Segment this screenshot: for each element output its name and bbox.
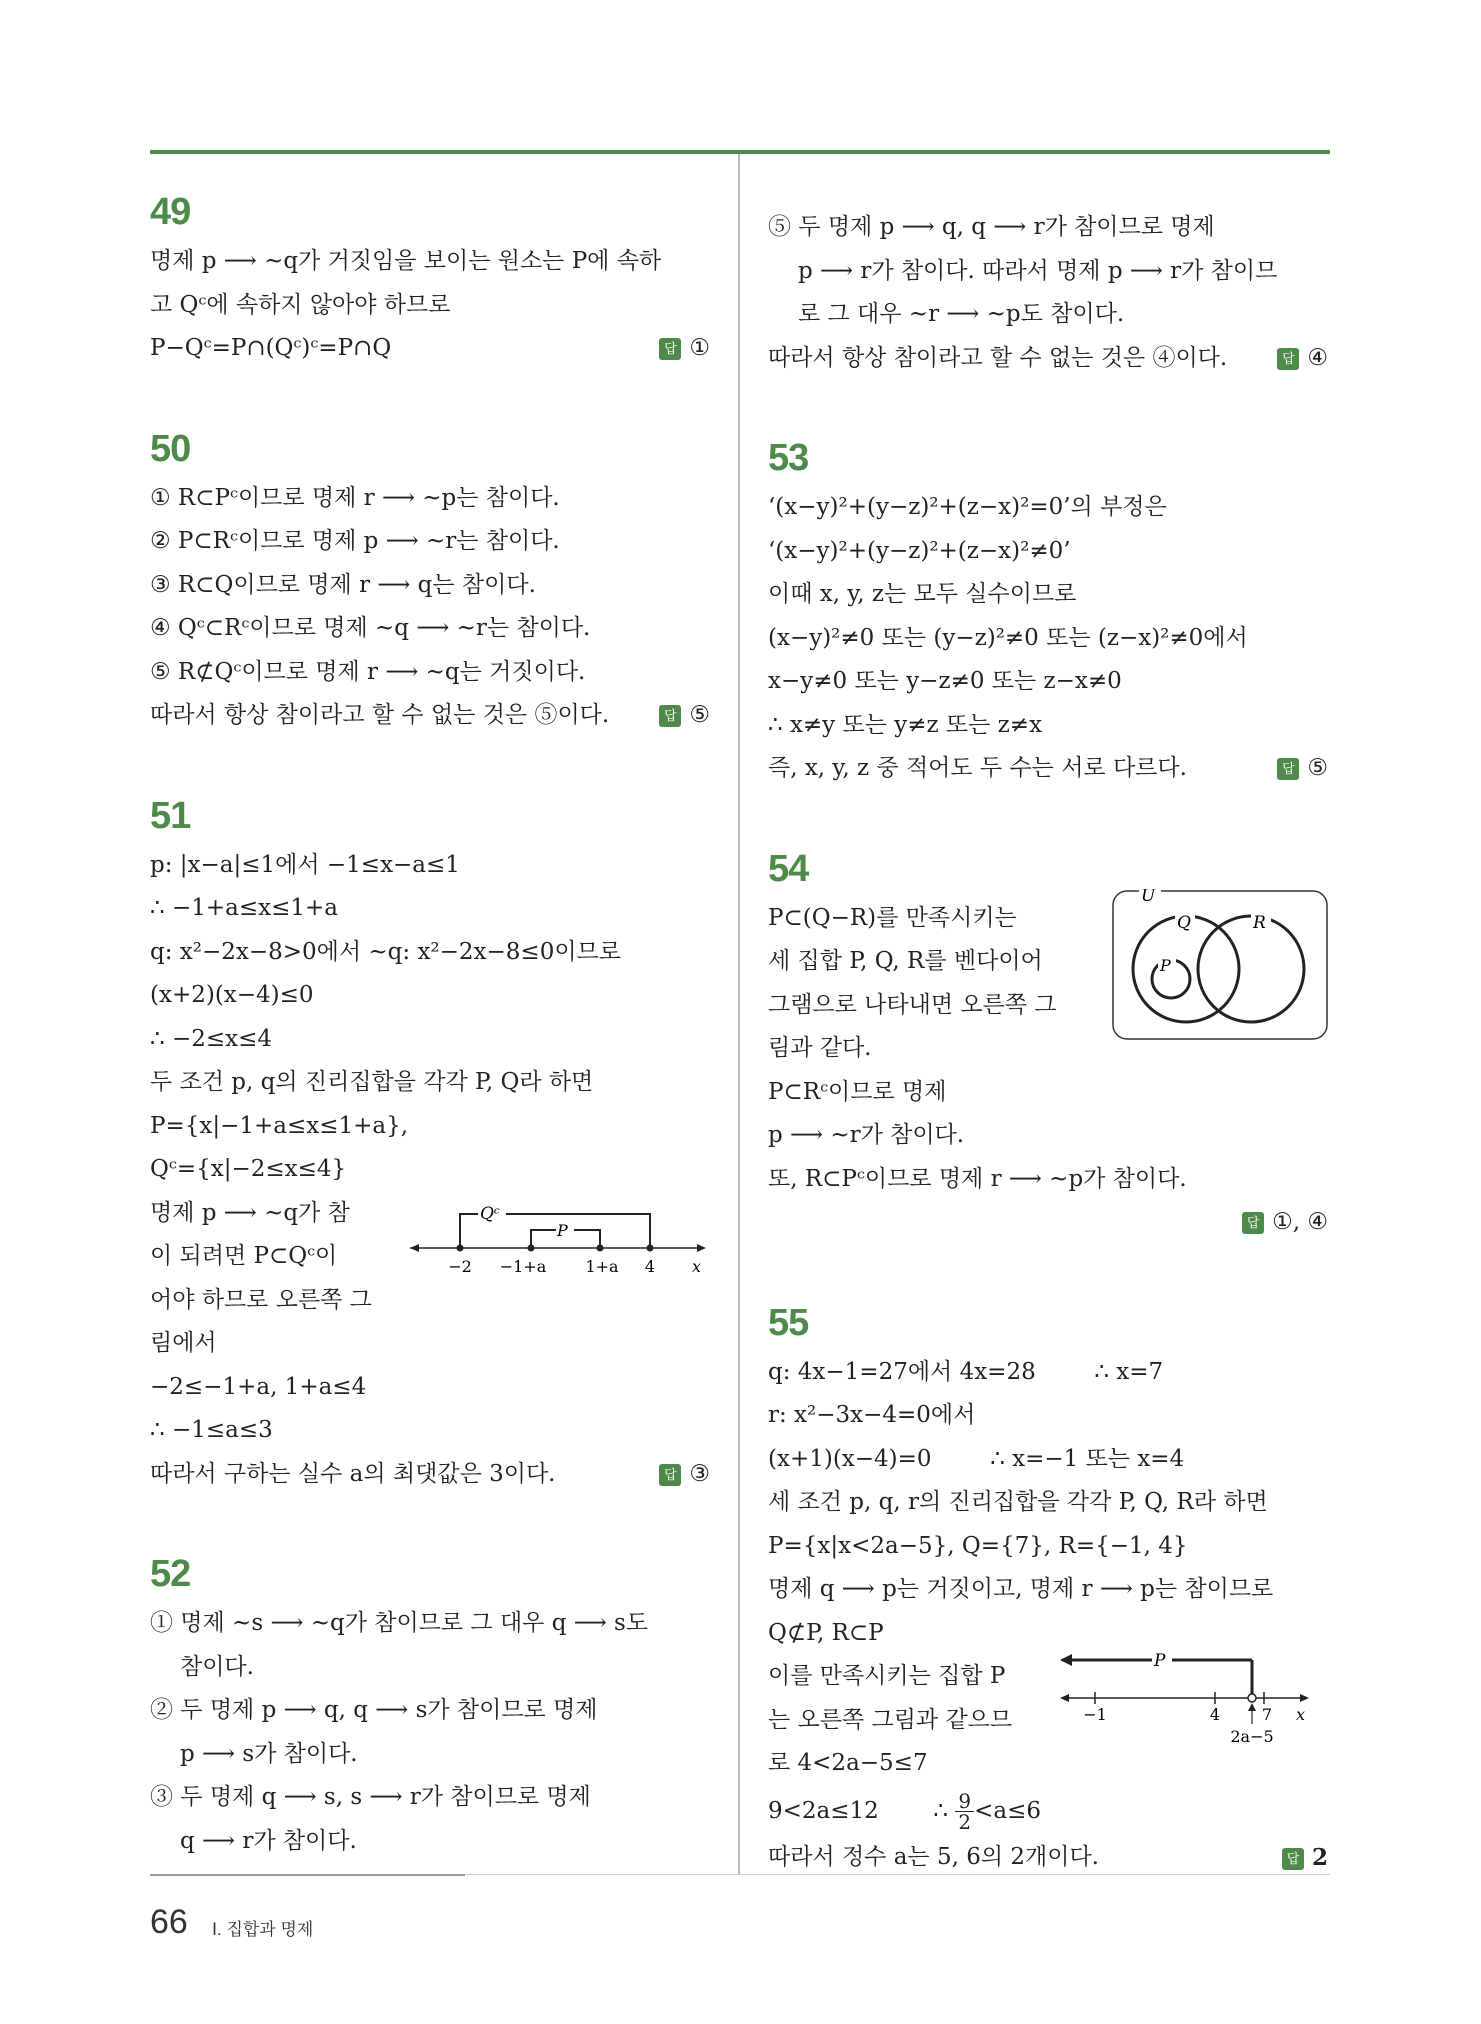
axis-label: x [1296,1704,1306,1724]
solution-line: P⊂(Q−R)를 만족시키는 [768,904,1017,931]
answer-value: ⑤ [689,702,710,728]
solution-line: ② 두 명제 p ⟶ q, q ⟶ s가 참이므로 명제 [150,1697,598,1723]
solution-line: (x−y)²≠0 또는 (y−z)²≠0 또는 (z−x)²≠0에서 [768,624,1248,651]
tick-label: 4 [644,1256,656,1276]
solution-line: ① 명제 ~s ⟶ ~q가 참이므로 그 대우 q ⟶ s도 [150,1610,649,1636]
solution-line: r: x²−3x−4=0에서 [768,1402,976,1428]
solution-line: ‘(x−y)²+(y−z)²+(z−x)²=0’의 부정은 [768,494,1167,520]
solution-line: q: x²−2x−8>0에서 ~q: x²−2x−8≤0이므로 [150,938,621,965]
solution-text: 즉, x, y, z 중 적어도 두 수는 서로 다르다. [768,755,1187,781]
solution-line: 이를 만족시키는 집합 P [768,1663,1006,1689]
solution-line [768,1351,1328,1395]
left-column [150,190,710,1863]
solution-line: ④ Qᶜ⊂Rᶜ이므로 명제 ~q ⟶ ~r는 참이다. [150,615,591,641]
solution-line: 고 Qᶜ에 속하지 않아야 하므로 [150,291,451,318]
solution-text: 따라서 정수 a는 5, 6의 2개이다. [768,1843,1099,1870]
venn-diagram [1111,889,1331,1044]
solution-line: 또, R⊂Pᶜ이므로 명제 r ⟶ ~p가 참이다. [768,1165,1187,1192]
answer-value: ④ [1307,344,1328,371]
solution-line: 림과 같다. [768,1035,872,1061]
solution-line-with-answer [768,337,1328,381]
answer [1282,1836,1328,1881]
problem-number: 54 [768,847,809,890]
solution-line: 세 조건 p, q, r의 진리집합을 각각 P, Q, R라 하면 [768,1489,1268,1515]
answer-mark: 답 [659,338,681,360]
answer-value: 2 [1311,1843,1328,1871]
solution-line: 명제 p ⟶ ~q가 참 [150,1199,350,1226]
label-q: Q [1177,912,1191,933]
problem-number: 51 [150,794,191,837]
solution-text: 9<2a≤12 [768,1797,879,1824]
solution-text: <a≤6 [974,1797,1041,1824]
solution-line: x−y≠0 또는 y−z≠0 또는 z−x≠0 [768,668,1122,694]
solution-text: ∴ x=−1 또는 x=4 [990,1445,1185,1472]
tick-label: −2 [448,1256,472,1276]
solution-text: 따라서 구하는 실수 a의 최댓값은 3이다. [150,1460,556,1487]
problem-50 [150,427,710,738]
solution-line: (x+2)(x−4)≤0 [150,982,314,1008]
label-u: U [1141,888,1156,906]
problem-number: 53 [768,437,809,479]
problem-51 [150,794,710,1497]
solution-line: 어야 하므로 오른쪽 그 [150,1286,372,1313]
answer-mark: 답 [1282,1848,1304,1870]
solution-line: 명제 q ⟶ p는 거짓이고, 명제 r ⟶ p는 참이므로 [768,1576,1274,1602]
solution-line: 이 되려면 P⊂Qᶜ이 [150,1243,338,1269]
problem-52-continued [768,206,1328,380]
solution-line: ⑤ 두 명제 p ⟶ q, q ⟶ r가 참이므로 명제 [768,214,1215,240]
solution-line: 이때 x, y, z는 모두 실수이므로 [768,581,1077,607]
tick-label: 7 [1261,1704,1273,1724]
tick-label: 1+a [585,1256,619,1276]
answer-mark: 답 [1277,758,1299,780]
answer-value: ⑤ [1307,755,1328,781]
problem-53 [768,436,1328,791]
problem-55 [768,1301,1328,1880]
axis-label: x [692,1256,702,1276]
solution-line: ‘(x−y)²+(y−z)²+(z−x)²≠0’ [768,537,1071,564]
solution-text: (x+1)(x−4)=0 [768,1445,932,1472]
right-column [768,206,1328,1880]
denominator: 2 [958,1810,972,1834]
problem-52 [150,1552,710,1863]
top-rule [150,150,1330,154]
answer-mark: 답 [1242,1212,1264,1234]
column-divider [738,154,740,1874]
solution-line: ③ 두 명제 q ⟶ s, s ⟶ r가 참이므로 명제 [150,1784,591,1810]
answer [1277,337,1328,381]
answer-value: ①, ④ [1272,1209,1328,1235]
solution-line-with-answer [150,694,710,738]
label-p: P [1160,955,1171,975]
solution-line: 세 집합 P, Q, R를 벤다이어 [768,948,1043,974]
solution-line: Qᶜ={x|−2≤x≤4} [150,1156,347,1182]
solution-line: 로 그 대우 ~r ⟶ ~p도 참이다. [798,301,1125,327]
solution-line: 는 오른쪽 그림과 같으므 [768,1706,1013,1733]
problem-49 [150,190,710,371]
label-p: P [557,1220,568,1240]
label-r: R [1253,912,1266,933]
solution-line: 두 조건 p, q의 진리집합을 각각 P, Q라 하면 [150,1069,594,1095]
tick-label: −1 [1083,1704,1107,1724]
solution-line: P={x|x<2a−5}, Q={7}, R={−1, 4} [768,1532,1188,1559]
solution-line: ∴ x≠y 또는 y≠z 또는 z≠x [768,711,1043,738]
solution-line: −2≤−1+a, 1+a≤4 [150,1373,367,1400]
solution-line: q ⟶ r가 참이다. [180,1827,357,1854]
solution-text: 따라서 항상 참이라고 할 수 없는 것은 ④이다. [768,344,1228,371]
answer-mark: 답 [659,1464,681,1486]
answer-mark: 답 [659,705,681,727]
page-number: 66 [150,1903,188,1941]
solution-line: ∴ −1≤a≤3 [150,1417,273,1443]
solution-line: P⊂Rᶜ이므로 명제 [768,1078,947,1105]
solution-line: p: |x−a|≤1에서 −1≤x−a≤1 [150,851,460,878]
answer [659,327,710,371]
solution-line [768,1438,1328,1482]
answer-line [768,1201,1328,1245]
solution-line-with-answer [768,1836,1328,1880]
solution-line: p ⟶ ~r가 참이다. [768,1122,965,1148]
answer-value: ③ [689,1460,710,1487]
solution-line: 림에서 [150,1330,217,1356]
solution-text: P−Qᶜ=P∩(Qᶜ)ᶜ=P∩Q [150,335,392,361]
tick-label: −1+a [499,1256,547,1276]
tick-label: 2a−5 [1230,1726,1274,1746]
solution-text: ∴ x=7 [1094,1358,1164,1385]
answer-value: ① [689,335,710,361]
solution-line: 그램으로 나타내면 오른쪽 그 [768,991,1057,1018]
number-line-figure [410,1192,710,1282]
solution-line [768,1786,1328,1836]
problem-number: 49 [150,191,191,233]
label-qc: Qᶜ [480,1203,500,1224]
section-title: Ⅰ. 집합과 명제 [212,1920,314,1939]
numerator: 9 [955,1791,974,1812]
solution-line-with-answer [150,1453,710,1497]
solution-line: p ⟶ s가 참이다. [180,1740,358,1767]
solution-line: ⑤ R⊄Qᶜ이므로 명제 r ⟶ ~q는 거짓이다. [150,658,586,685]
solution-line: 참이다. [180,1653,254,1680]
number-line-figure [1060,1636,1310,1746]
answer-mark: 답 [1277,348,1299,370]
solution-line: 로 4<2a−5≤7 [768,1750,928,1776]
answer [659,694,710,738]
solution-line: Q⊄P, R⊂P [768,1619,884,1646]
label-p: P [1154,1650,1166,1671]
problem-number: 55 [768,1301,809,1344]
solution-line: 명제 p ⟶ ~q가 거짓임을 보이는 원소는 P에 속하 [150,248,662,274]
solution-text: ∴ [933,1797,949,1824]
bottom-rule [150,1874,465,1876]
solution-text: 따라서 항상 참이라고 할 수 없는 것은 ⑤이다. [150,702,610,728]
tick-label: 4 [1209,1704,1221,1724]
solution-line: p ⟶ r가 참이다. 따라서 명제 p ⟶ r가 참이므 [798,257,1278,284]
solution-line: ③ R⊂Q이므로 명제 r ⟶ q는 참이다. [150,571,536,598]
solution-line: ① R⊂Pᶜ이므로 명제 r ⟶ ~p는 참이다. [150,484,560,511]
solution-text: q: 4x−1=27에서 4x=28 [768,1358,1036,1385]
answer [1242,1209,1328,1235]
solution-line: ∴ −2≤x≤4 [150,1025,272,1052]
problem-number: 50 [150,427,191,470]
solution-line-with-answer [150,327,710,371]
solution-line: ∴ −1+a≤x≤1+a [150,895,338,921]
answer [659,1453,710,1497]
solution-line: P={x|−1+a≤x≤1+a}, [150,1112,409,1139]
fraction [955,1791,974,1832]
solution-line: ② P⊂Rᶜ이므로 명제 p ⟶ ~r는 참이다. [150,528,560,554]
solution-line-with-answer [768,747,1328,791]
answer [1277,747,1328,791]
problem-number: 52 [150,1553,191,1595]
problem-54 [768,847,1328,1245]
